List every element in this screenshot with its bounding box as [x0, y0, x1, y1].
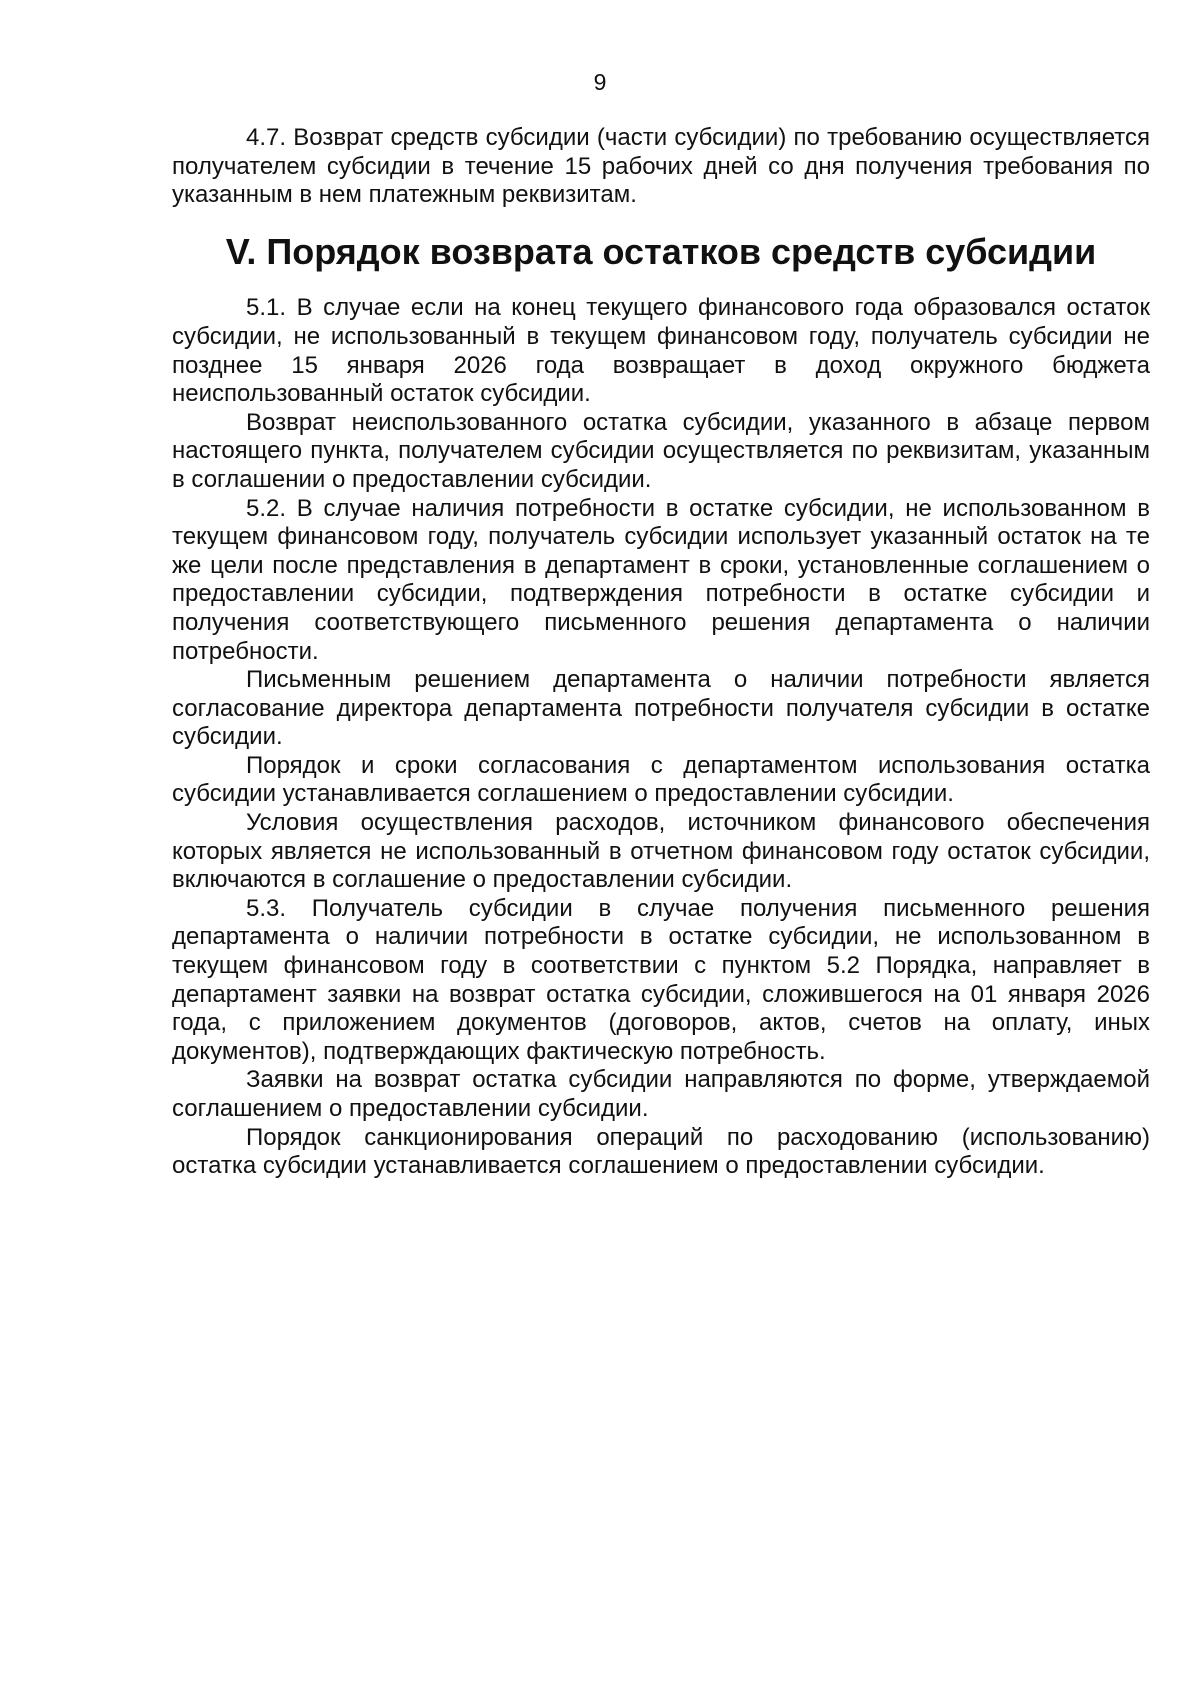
paragraph-5-3: 5.3. Получатель субсидии в случае получения письменного решения департамента о наличии потребности в остатке субсидии, не использованном в текущем финансовом году в соответствии с пунктом 5.2 Порядка, направляет в департамент заявки на возврат остатка субсидии, сложившегося на 01 января 2026 года, с приложением документов (договоров, актов, счетов на оплату, иных документов), подтверждающих фактическую потребность. [172, 894, 1150, 1065]
page-number: 9 [593, 69, 607, 95]
paragraph-5-2: 5.2. В случае наличия потребности в остатке субсидии, не использованном в текущем финансовом году, получатель субсидии использует указанный остаток на те же цели после представления в департамент в сроки, установленные соглашением о предоставлении субсидии, подтверждения потребности в остатке субсидии и получения соответствующего письменного решения департамента о наличии потребности. [172, 494, 1150, 665]
document-body [172, 124, 1150, 1181]
paragraph-5-2-conditions: Условия осуществления расходов, источником финансового обеспечения которых является не использованный в отчетном финансовом году остаток субсидии, включаются в соглашение о предоставлении субсидии. [172, 809, 1150, 894]
paragraph-5-3-authorization: Порядок санкционирования операций по расходованию (использованию) остатка субсидии устанавливается соглашением о предоставлении субсидии. [172, 1123, 1150, 1180]
paragraph-5-2-procedure: Порядок и сроки согласования с департаментом использования остатка субсидии устанавливается соглашением о предоставлении субсидии. [172, 751, 1150, 808]
paragraph-4-7: 4.7. Возврат средств субсидии (части субсидии) по требованию осуществляется получателем субсидии в течение 15 рабочих дней со дня получения требования по указанным в нем платежным реквизитам. [172, 124, 1150, 209]
paragraph-5-1: 5.1. В случае если на конец текущего финансового года образовался остаток субсидии, не использованный в текущем финансовом году, получатель субсидии не позднее 15 января 2026 года возвращает в доход окружного бюджета неиспользованный остаток субсидии. [172, 294, 1150, 408]
section-heading: V. Порядок возврата остатков средств субсидии [225, 230, 1097, 272]
paragraph-5-2-decision: Письменным решением департамента о наличии потребности является согласование директора департамента потребности получателя субсидии в остатке субсидии. [172, 666, 1150, 751]
paragraph-5-3-form: Заявки на возврат остатка субсидии направляются по форме, утверждаемой соглашением о предоставлении субсидии. [172, 1066, 1150, 1122]
paragraph-5-1-return: Возврат неиспользованного остатка субсидии, указанного в абзаце первом настоящего пункта, получателем субсидии осуществляется по реквизитам, указанным в соглашении о предоставлении субсидии. [172, 408, 1150, 493]
